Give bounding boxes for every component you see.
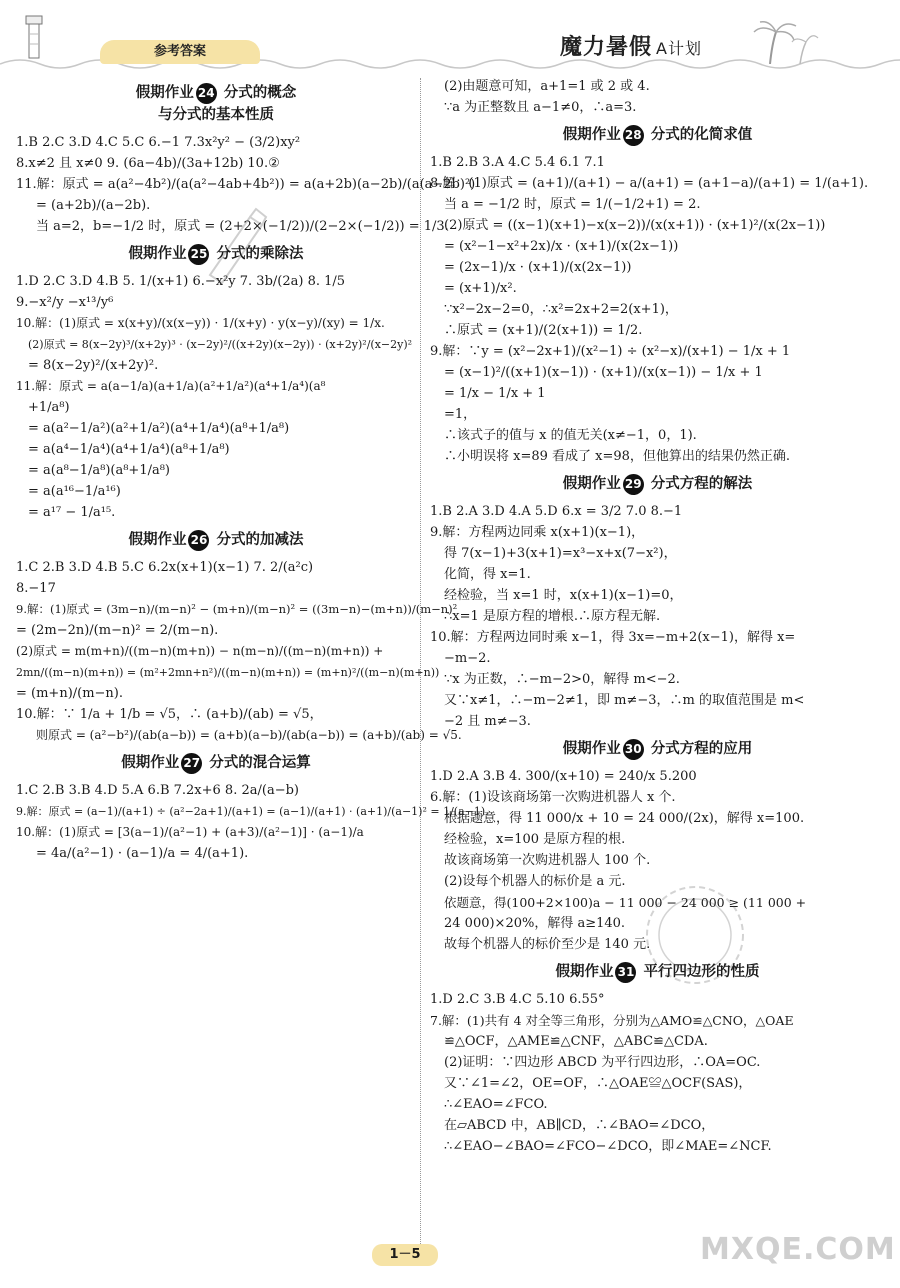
answer-line: 依题意，得(100+2×100)a − 11 000 − 24 000 ≥ (11 000 + [444, 895, 807, 910]
section-number-badge: 26 [188, 530, 209, 551]
answer-line: 1.D 2.C 3.D 4.B 5. 1/(x+1) 6.−x²y 7. 3b/(2a) 8. 1/5 [16, 274, 346, 289]
answer-line: 8.x≠2 且 x≠0 9. (6a−4b)/(3a+12b) 10.② [16, 156, 280, 171]
brand-name: 魔力暑假 [560, 35, 653, 60]
answer-line: = 1/x − 1/x + 1 [444, 386, 546, 401]
section-25-answers [16, 271, 416, 523]
answer-line: ∴∠EAO−∠BAO=∠FCO−∠DCO，即∠MAE=∠NCF. [444, 1139, 772, 1154]
answer-line: 又∵x≠1，∴−m−2≠1，即 m≠−3，∴m 的取值范围是 m< [444, 693, 805, 708]
answer-line: 在▱ABCD 中，AB∥CD，∴∠BAO=∠DCO， [444, 1118, 715, 1133]
section-heading-28: 假期作业 28 分式的化简求值 [430, 124, 885, 146]
section-heading-27: 假期作业 27 分式的混合运算 [16, 752, 416, 774]
watermark: MXQE.COM [700, 1232, 896, 1267]
stamp-circle-icon [640, 880, 750, 990]
answer-line: (2)原式 = 8(x−2y)³/(x+2y)³ · (x−2y)²/((x+2y)(x−2y)) · (x+2y)²/(x−2y)² [28, 338, 413, 351]
answer-line: 1.B 2.B 3.A 4.C 5.4 6.1 7.1 [430, 155, 605, 170]
section-26-answers [16, 557, 462, 746]
answer-line: 1.C 2.B 3.B 4.D 5.A 6.B 7.2x+6 8. 2a/(a−b) [16, 783, 299, 798]
section-heading-29: 假期作业 29 分式方程的解法 [430, 473, 885, 495]
answer-line: 化简，得 x=1. [444, 567, 531, 582]
answer-line: 经检验，当 x=1 时，x(x+1)(x−1)=0， [444, 588, 683, 603]
answer-line: = a(a⁸−1/a⁸)(a⁸+1/a⁸) [28, 463, 170, 478]
answer-line: 1.D 2.C 3.B 4.C 5.10 6.55° [430, 992, 605, 1007]
section-31-answers [430, 989, 885, 1157]
answer-line: 11.解：原式 = a(a−1/a)(a+1/a)(a²+1/a²)(a⁴+1/a⁴)(a⁸ [16, 379, 326, 393]
answer-line: 当 a=2，b=−1/2 时，原式 = (2+2×(−1/2))/(2−2×(−1/2)) = 1/3. [36, 219, 449, 234]
column-divider [420, 78, 422, 1248]
answer-line: 9.解：方程两边同乘 x(x+1)(x−1)， [430, 525, 645, 540]
palm-tree-icon [750, 18, 820, 64]
answer-line: 1.D 2.A 3.B 4. 300/(x+10) = 240/x 5.200 [430, 769, 697, 784]
section-number-badge: 31 [615, 962, 636, 983]
answer-line: +1/a⁸) [28, 400, 70, 415]
answer-line: 10.解：∵ 1/a + 1/b = √5，∴ (a+b)/(ab) = √5， [16, 707, 323, 722]
answer-line: (2)原式 = ((x−1)(x+1)−x(x−2))/(x(x+1)) · (x+1)²/(x(2x−1)) [444, 218, 826, 233]
answer-line: = a(a²−1/a²)(a²+1/a²)(a⁴+1/a⁴)(a⁸+1/a⁸) [28, 421, 290, 436]
section-number-badge: 30 [623, 739, 644, 760]
section-heading-31: 假期作业 31 平行四边形的性质 [430, 961, 885, 983]
answer-line: 9.解：原式 = (a−1)/(a+1) ÷ (a²−2a+1)/(a+1) = (a−1)/(a+1) · (a+1)/(a−1)² = 1/(a−1). [16, 805, 489, 818]
answer-line: 1.C 2.B 3.D 4.B 5.C 6.2x(x+1)(x−1) 7. 2/(a²c) [16, 560, 314, 575]
section-29-answers [430, 501, 885, 732]
section-heading-26: 假期作业 26 分式的加减法 [16, 529, 416, 551]
answer-line: ∴x=1 是原方程的增根.∴原方程无解. [444, 609, 661, 624]
answer-line: 8.解：(1)原式 = (a+1)/(a+1) − a/(a+1) = (a+1−a)/(a+1) = 1/(a+1). [430, 176, 869, 191]
answer-line: 又∵∠1=∠2，OE=OF，∴△OAE≌△OCF(SAS)， [444, 1076, 752, 1091]
answer-line: 11.解：原式 = a(a²−4b²)/(a(a²−4ab+4b²)) = a(a+2b)(a−2b)/(a(a−2b)²) [16, 177, 476, 192]
page-header [0, 0, 900, 72]
answer-line: −m−2. [444, 651, 491, 666]
answer-line: 10.解：方程两边同时乘 x−1，得 3x=−m+2(x−1)，解得 x= [430, 630, 796, 645]
answer-line: 得 7(x−1)+3(x+1)=x³−x+x(7−x²)， [444, 546, 677, 561]
section-27-answers [16, 780, 489, 864]
answer-line: (2)原式 = m(m+n)/((m−n)(m+n)) − n(m−n)/((m−n)(m+n)) + [16, 644, 384, 658]
answer-line: 10.解：(1)原式 = [3(a−1)/(a²−1) + (a+3)/(a²−1)] · (a−1)/a [16, 825, 364, 839]
section-number-badge: 27 [181, 753, 202, 774]
answer-line: = (2m−2n)/(m−n)² = 2/(m−n). [16, 623, 219, 638]
answer-line: ∴原式 = (x+1)/(2(x+1)) = 1/2. [444, 323, 643, 338]
section-number-badge: 28 [623, 125, 644, 146]
section-number-badge: 29 [623, 474, 644, 495]
section-number-badge: 25 [188, 244, 209, 265]
answer-line: = (x−1)²/((x+1)(x−1)) · (x+1)/(x(x−1)) − 1/x + 1 [444, 365, 763, 380]
answer-line: ∴∠EAO=∠FCO. [444, 1097, 548, 1112]
answer-line: ≌△OCF，△AME≌△CNF，△ABC≌△CDA. [444, 1034, 708, 1049]
answer-line: = (a+2b)/(a−2b). [36, 198, 151, 213]
answer-line: (2)证明：∵四边形 ABCD 为平行四边形，∴OA=OC. [444, 1055, 761, 1070]
page-number: 1－5 [372, 1244, 438, 1266]
answer-line: 2mn/((m−n)(m+n)) = (m²+2mn+n²)/((m−n)(m+n)) = (m+n)²/((m−n)(m+n)) [16, 666, 440, 679]
answer-line: 8.−17 [16, 581, 56, 596]
pencil-stamp-icon [200, 205, 270, 285]
answer-line: = a(a⁴−1/a⁴)(a⁴+1/a⁴)(a⁸+1/a⁸) [28, 442, 230, 457]
answer-line: = (x+1)/x². [444, 281, 517, 296]
answer-line: 6.解：(1)设该商场第一次购进机器人 x 个. [430, 790, 676, 805]
answer-line: = 4a/(a²−1) · (a−1)/a = 4/(a+1). [36, 846, 249, 861]
answer-line: = 8(x−2y)²/(x+2y)². [28, 358, 159, 373]
answer-line: 经检验，x=100 是原方程的根. [444, 832, 626, 847]
brand-title [560, 30, 702, 61]
answer-line: 9.−x²/y −x¹³/y⁶ [16, 295, 114, 310]
answer-line: ∵x²−2x−2=0，∴x²=2x+2=2(x+1)， [444, 302, 678, 317]
answer-line: = (m+n)/(m−n). [16, 686, 124, 701]
answer-line: 9.解：(1)原式 = (3m−n)/(m−n)² − (m+n)/(m−n)² = ((3m−n)−(m+n))/(m−n)² [16, 602, 458, 616]
answer-line: ∵x 为正数，∴−m−2>0，解得 m<−2. [444, 672, 680, 687]
section-28-answers [430, 152, 885, 467]
answer-line: 1.B 2.A 3.D 4.A 5.D 6.x = 3/2 7.0 8.−1 [430, 504, 683, 519]
answer-line: = a(a¹⁶−1/a¹⁶) [28, 484, 121, 499]
answer-line: =1， [444, 407, 477, 422]
answer-line: ∴小明误将 x=89 看成了 x=98，但他算出的结果仍然正确. [444, 449, 791, 464]
answer-line: 根据题意，得 11 000/x + 10 = 24 000/(2x)，解得 x=100. [444, 811, 805, 826]
answer-line: 当 a = −1/2 时，原式 = 1/(−1/2+1) = 2. [444, 197, 701, 212]
answer-line: (2)设每个机器人的标价是 a 元. [444, 874, 626, 889]
answer-line: 9.解：∵y = (x²−2x+1)/(x²−1) ÷ (x²−x)/(x+1) − 1/x + 1 [430, 344, 791, 359]
answer-line: = a¹⁷ − 1/a¹⁵. [28, 505, 116, 520]
section-heading-30: 假期作业 30 分式方程的应用 [430, 738, 885, 760]
answer-line: 1.B 2.C 3.D 4.C 5.C 6.−1 7.3x²y² − (3/2)xy² [16, 135, 301, 150]
right-column [430, 76, 885, 1157]
section-heading-24: 假期作业 24 分式的概念 与分式的基本性质 [16, 82, 416, 126]
section-heading-25: 假期作业 25 分式的乘除法 [16, 243, 416, 265]
answer-key-badge: 参考答案 [100, 40, 260, 64]
answer-line: = (x²−1−x²+2x)/x · (x+1)/(x(2x−1)) [444, 239, 679, 254]
answer-line: 10.解：(1)原式 = x(x+y)/(x(x−y)) · 1/(x+y) · y(x−y)/(xy) = 1/x. [16, 316, 385, 330]
answer-line: 则原式 = (a²−b²)/(ab(a−b)) = (a+b)(a−b)/(ab(a−b)) = (a+b)/(ab) = √5. [36, 728, 462, 742]
section-number-badge: 24 [196, 83, 217, 104]
answer-line: ∵a 为正整数且 a−1≠0，∴a=3. [444, 100, 637, 115]
section-27-continued [430, 76, 885, 118]
answer-line: 故该商场第一次购进机器人 100 个. [444, 853, 651, 868]
answer-line: −2 且 m≠−3. [444, 714, 531, 729]
answer-line: ∴该式子的值与 x 的值无关(x≠−1，0，1). [444, 428, 697, 443]
answer-line: (2)由题意可知，a+1=1 或 2 或 4. [444, 79, 650, 94]
answer-line: 7.解：(1)共有 4 对全等三角形，分别为△AMO≌△CNO，△OAE [430, 1013, 794, 1028]
answer-line: 故每个机器人的标价至少是 140 元. [444, 937, 651, 952]
answer-line: = (2x−1)/x · (x+1)/(x(2x−1)) [444, 260, 632, 275]
brand-subtitle: A计划 [656, 39, 702, 58]
answer-line: 24 000)×20%，解得 a≥140. [444, 916, 626, 931]
